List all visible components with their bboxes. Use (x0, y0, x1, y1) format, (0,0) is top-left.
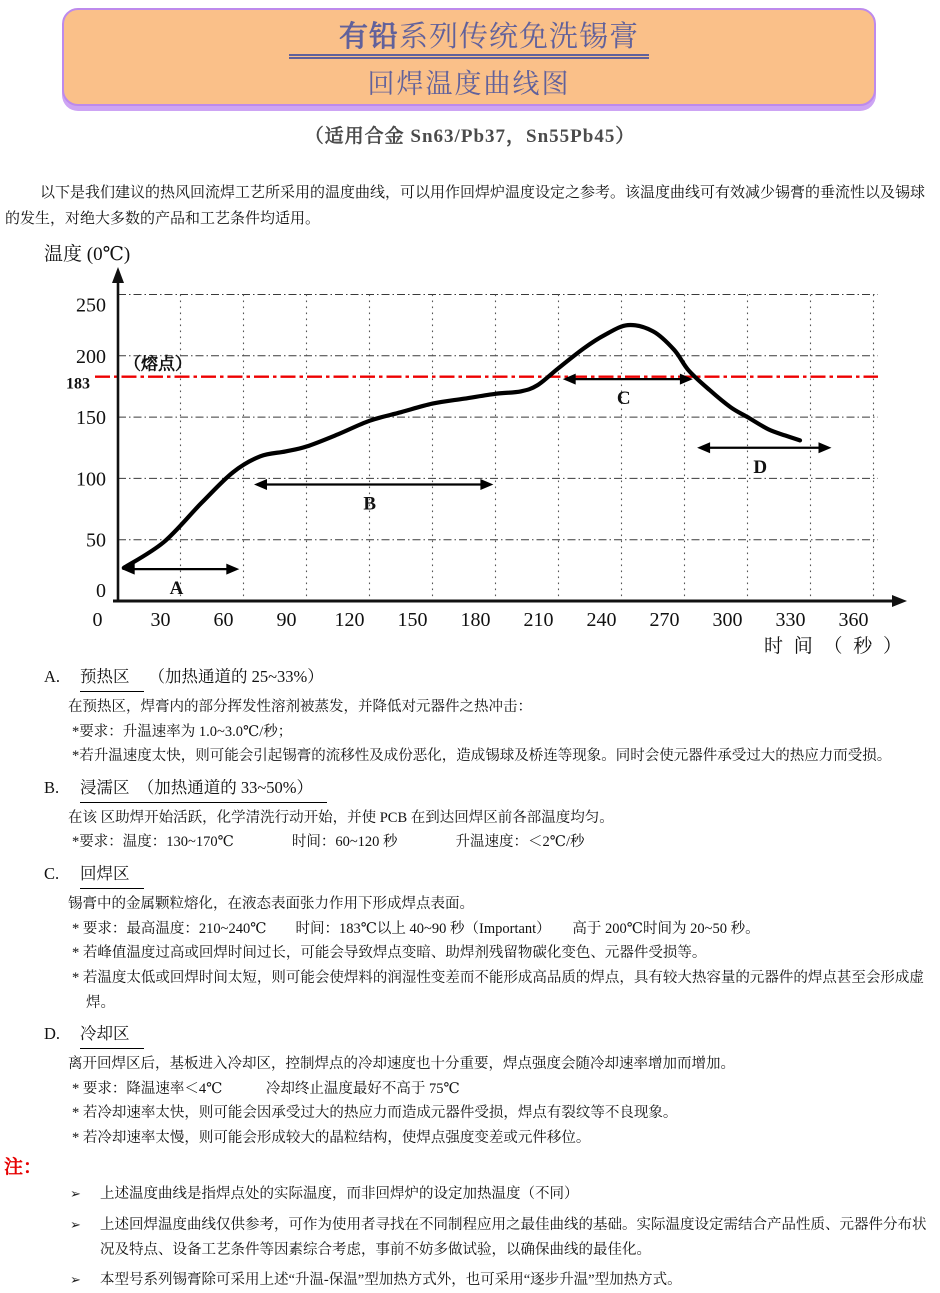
x-tick-label: 60 (213, 609, 234, 631)
title-bold-part: 有铅 (338, 20, 399, 53)
section-bullet: * 若峰值温度过高或回焊时间过长，可能会导致焊点变暗、助焊剂残留物碳化变色、元器件受损等。 (72, 945, 707, 962)
y-axis-title: 温度 (0℃) (44, 244, 131, 265)
y-tick-label: 250 (76, 294, 106, 317)
zone-label-d: D (753, 456, 768, 478)
x-tick-label: 120 (334, 609, 365, 631)
section-bullet: * 要求：最高温度：210~240℃ 时间：183℃以上 40~90 秒（Important） 高于 200℃时间为 20~50 秒。 (72, 920, 760, 937)
section-title: 回焊区 (80, 862, 144, 889)
section-bullet: * 若冷却速率太慢，则可能会形成较大的晶粒结构，使焊点强度变差或元件移位。 (72, 1130, 591, 1147)
x-tick-label: 240 (586, 609, 617, 631)
document-page (0, 8, 940, 1289)
section-d-heading (44, 1022, 936, 1049)
melting-point-value: 183 (66, 375, 90, 393)
section-d (0, 1022, 940, 1150)
zone-arrow-a (122, 564, 240, 600)
note-item (70, 1182, 932, 1207)
section-letter: C. (44, 864, 60, 884)
section-title: 浸濡区 （加热通道的 33~50%） (80, 776, 327, 803)
section-bullet: *要求：升温速率为 1.0~3.0℃/秒； (72, 723, 293, 740)
y-tick-label: 150 (76, 407, 106, 430)
section-body: 在该 区助焊开始活跃，化学清洗行动开始，并使 PCB 在到达回焊区前各部温度均匀。 (68, 809, 614, 826)
section-title: 冷却区 (80, 1022, 144, 1049)
section-body: 锡膏中的金属颗粒熔化，在液态表面张力作用下形成焊点表面。 (68, 895, 474, 912)
x-tick-label: 180 (460, 609, 491, 631)
tick-labels (76, 295, 869, 632)
header-box (62, 8, 876, 106)
zone-label-a: A (169, 578, 184, 600)
section-b (0, 776, 940, 855)
x-axis-title: 时 间 （ 秒 ） (763, 636, 905, 657)
x-tick-label: 210 (523, 609, 554, 631)
axis-titles (44, 243, 130, 265)
section-bullet: * 若温度太低或回焊时间太短，则可能会使焊料的润湿性变差而不能形成高品质的焊点，具有较大热容量的元器件的焊点甚至会形成虚焊。 (72, 969, 924, 1011)
zone-arrow-b (254, 479, 493, 515)
melting-point-label: （熔点） (124, 354, 192, 374)
section-bullet: * 若冷却速率太快，则可能会因承受过大的热应力而造成元器件受损，焊点有裂纹等不良现象。 (72, 1105, 678, 1122)
x-tick-label: 150 (397, 609, 428, 631)
temperature-curve (124, 325, 800, 568)
arrow-bullet-icon: ➢ (70, 1272, 81, 1288)
intro-paragraph: 以下是我们建议的热风回流焊工艺所采用的温度曲线，可以用作回焊炉温度设定之参考。该温度曲线可有效减少锡膏的垂流性以及锡球的发生，对绝大多数的产品和工艺条件均适用。 (5, 185, 926, 227)
title-underline (289, 21, 649, 59)
x-tick-label: 300 (712, 609, 743, 631)
arrow-bullet-icon: ➢ (70, 1217, 81, 1233)
title-rest-part: 系列传统免洗锡膏 (399, 20, 640, 53)
page-title (289, 14, 649, 55)
note-item (70, 1268, 932, 1293)
y-tick-label: 200 (76, 345, 106, 368)
x-tick-label: 0 (92, 609, 103, 631)
notes-label: 注： (4, 1156, 43, 1178)
section-body: 在预热区，焊膏内的部分挥发性溶剂被蒸发，并降低对元器件之热冲击： (68, 698, 532, 715)
section-c-heading (44, 862, 936, 889)
section-bullet: *要求：温度：130~170℃ 时间：60~120 秒 升温速度：＜2℃/秒 (72, 834, 585, 851)
y-tick-label: 50 (86, 529, 106, 552)
section-bullet: *若升温速度太快，则可能会引起锡膏的流移性及成份恶化，造成锡球及桥连等现象。同时会使元器件承受过大的热应力而受损。 (72, 748, 892, 765)
section-a (0, 665, 940, 769)
note-item (70, 1213, 932, 1262)
melting-point-line (66, 354, 878, 393)
arrow-bullet-icon: ➢ (70, 1186, 81, 1202)
alloy-subtitle: （适用合金 Sn63/Pb37，Sn55Pb45） (304, 126, 636, 147)
section-b-heading (44, 776, 936, 803)
note-text: 本型号系列锡膏除可采用上述“升温-保温”型加热方式外，也可采用“逐步升温”型加热方式。 (100, 1272, 682, 1289)
section-title: 预热区 (80, 665, 144, 692)
zone-arrow-c (563, 374, 693, 410)
page-subtitle-line: 回焊温度曲线图 (367, 68, 571, 99)
temperature-curve-svg (0, 238, 940, 658)
zone-label-c: C (616, 388, 631, 410)
x-tick-label: 360 (838, 609, 869, 631)
section-letter: B. (44, 777, 60, 797)
zone-arrow-d (697, 442, 831, 478)
y-tick-label: 0 (96, 580, 106, 602)
section-letter: A. (44, 667, 61, 686)
section-a-heading (44, 665, 936, 692)
section-c (0, 862, 940, 1015)
zone-label-b: B (363, 493, 377, 515)
notes-section (0, 1157, 940, 1293)
note-text: 上述回焊温度曲线仅供参考，可作为使用者寻找在不同制程应用之最佳曲线的基础。实际温度设定需结合产品性质、元器件分布状况及特点、设备工艺条件等因素综合考虑，事前不妨多做试验，以确保曲线的最佳化。 (100, 1217, 927, 1258)
x-tick-label: 90 (276, 609, 297, 631)
y-tick-label: 100 (76, 468, 106, 491)
x-tick-label: 330 (775, 609, 806, 631)
section-letter: D. (44, 1024, 61, 1044)
x-tick-label: 30 (150, 609, 171, 631)
section-bullet: * 要求：降温速率＜4℃ 冷却终止温度最好不高于 75℃ (72, 1080, 460, 1097)
section-title-suffix: （加热通道的 25~33%） (148, 667, 324, 686)
section-body: 离开回焊区后，基板进入冷却区，控制焊点的冷却速度也十分重要，焊点强度会随冷却速率增加而增加。 (68, 1056, 735, 1073)
x-tick-label: 270 (649, 609, 680, 631)
reflow-temperature-chart (0, 238, 940, 658)
note-text: 上述温度曲线是指焊点处的实际温度，而非回焊炉的设定加热温度（不同） (100, 1186, 579, 1203)
